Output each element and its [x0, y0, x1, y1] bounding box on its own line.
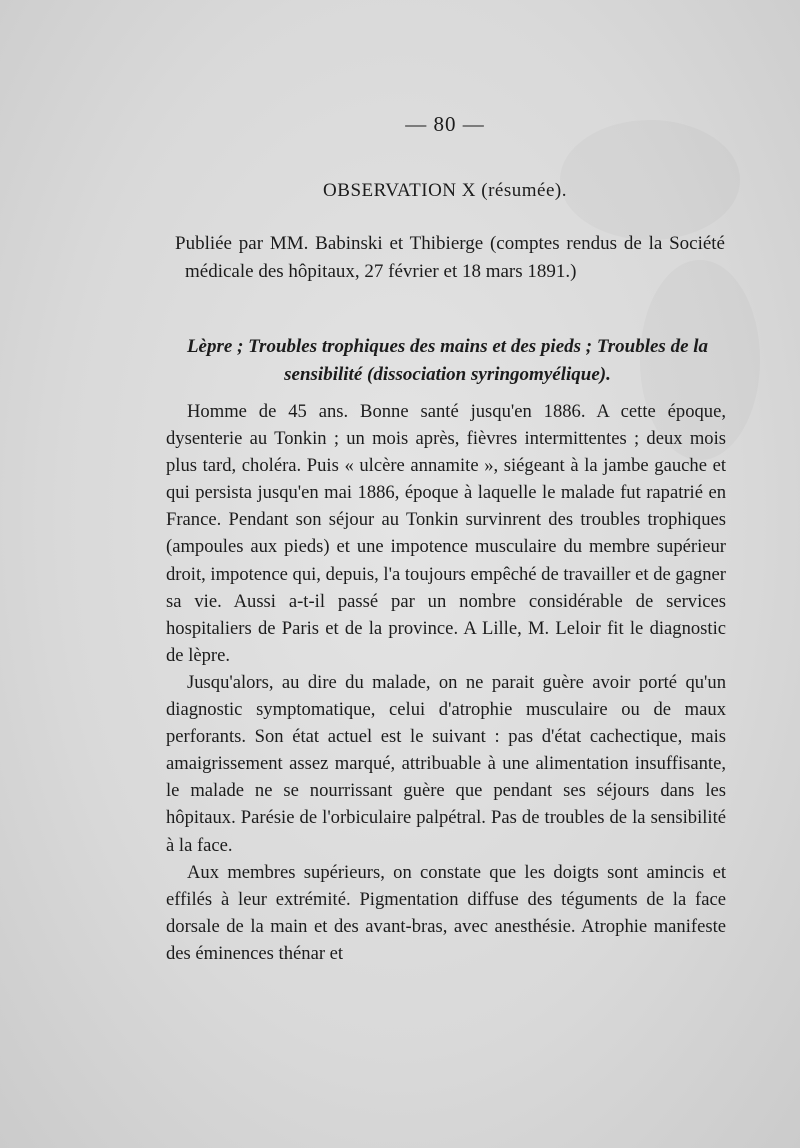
paragraph: Jusqu'alors, au dire du malade, on ne parait guère avoir porté qu'un diagnostic symptomatique, celui d'atrophie musculaire ou de maux perforants. Son état actuel est le suivant : pas d'état cachectique, mais amaigrissement assez marqué, attribuable à une alimentation insuffisante, le malade ne se nourrissant guère que pendant ses séjours dans les hôpitaux. Parésie de l'orbiculaire palpétral. Pas de troubles de la sensibilité à la face.	[166, 671, 726, 856]
publication-text: Publiée par MM. Babinski et Thibierge (comptes rendus de la Société médicale des hôpitaux, 27 février et 18 mars 1891.)	[175, 233, 725, 282]
observation-title: OBSERVATION X (résumée).	[323, 180, 567, 201]
paragraph: Aux membres supérieurs, on constate que les doigts sont amincis et effilés à leur extrémité. Pigmentation diffuse des téguments de la face dorsale de la main et des avant-bras, avec anesthésie. Atrophie manifeste des éminences thénar et	[166, 861, 726, 964]
case-body	[166, 398, 726, 967]
page-number: — 80 —	[405, 112, 485, 136]
case-subtitle: Lèpre ; Troubles trophiques des mains et des pieds ; Troubles de la sensibilité (dissociation syringomyélique).	[186, 336, 709, 385]
publication-note	[167, 230, 725, 285]
paragraph: Homme de 45 ans. Bonne santé jusqu'en 1886. A cette époque, dysenterie au Tonkin ; un mois après, fièvres intermittentes ; deux mois plus tard, choléra. Puis « ulcère annamite », siégeant à la jambe gauche et qui persista jusqu'en mai 1886, époque à laquelle le malade fut rapatrié en France. Pendant son séjour au Tonkin survinrent des troubles trophiques (ampoules aux pieds) et une impotence musculaire du membre supérieur droit, impotence qui, depuis, l'a toujours empêché de travailler et de gagner sa vie. Aussi a-t-il passé par un nombre considérable de services hospitaliers de Paris et de la province. A Lille, M. Leloir fit le diagnostic de lèpre.	[166, 401, 726, 666]
